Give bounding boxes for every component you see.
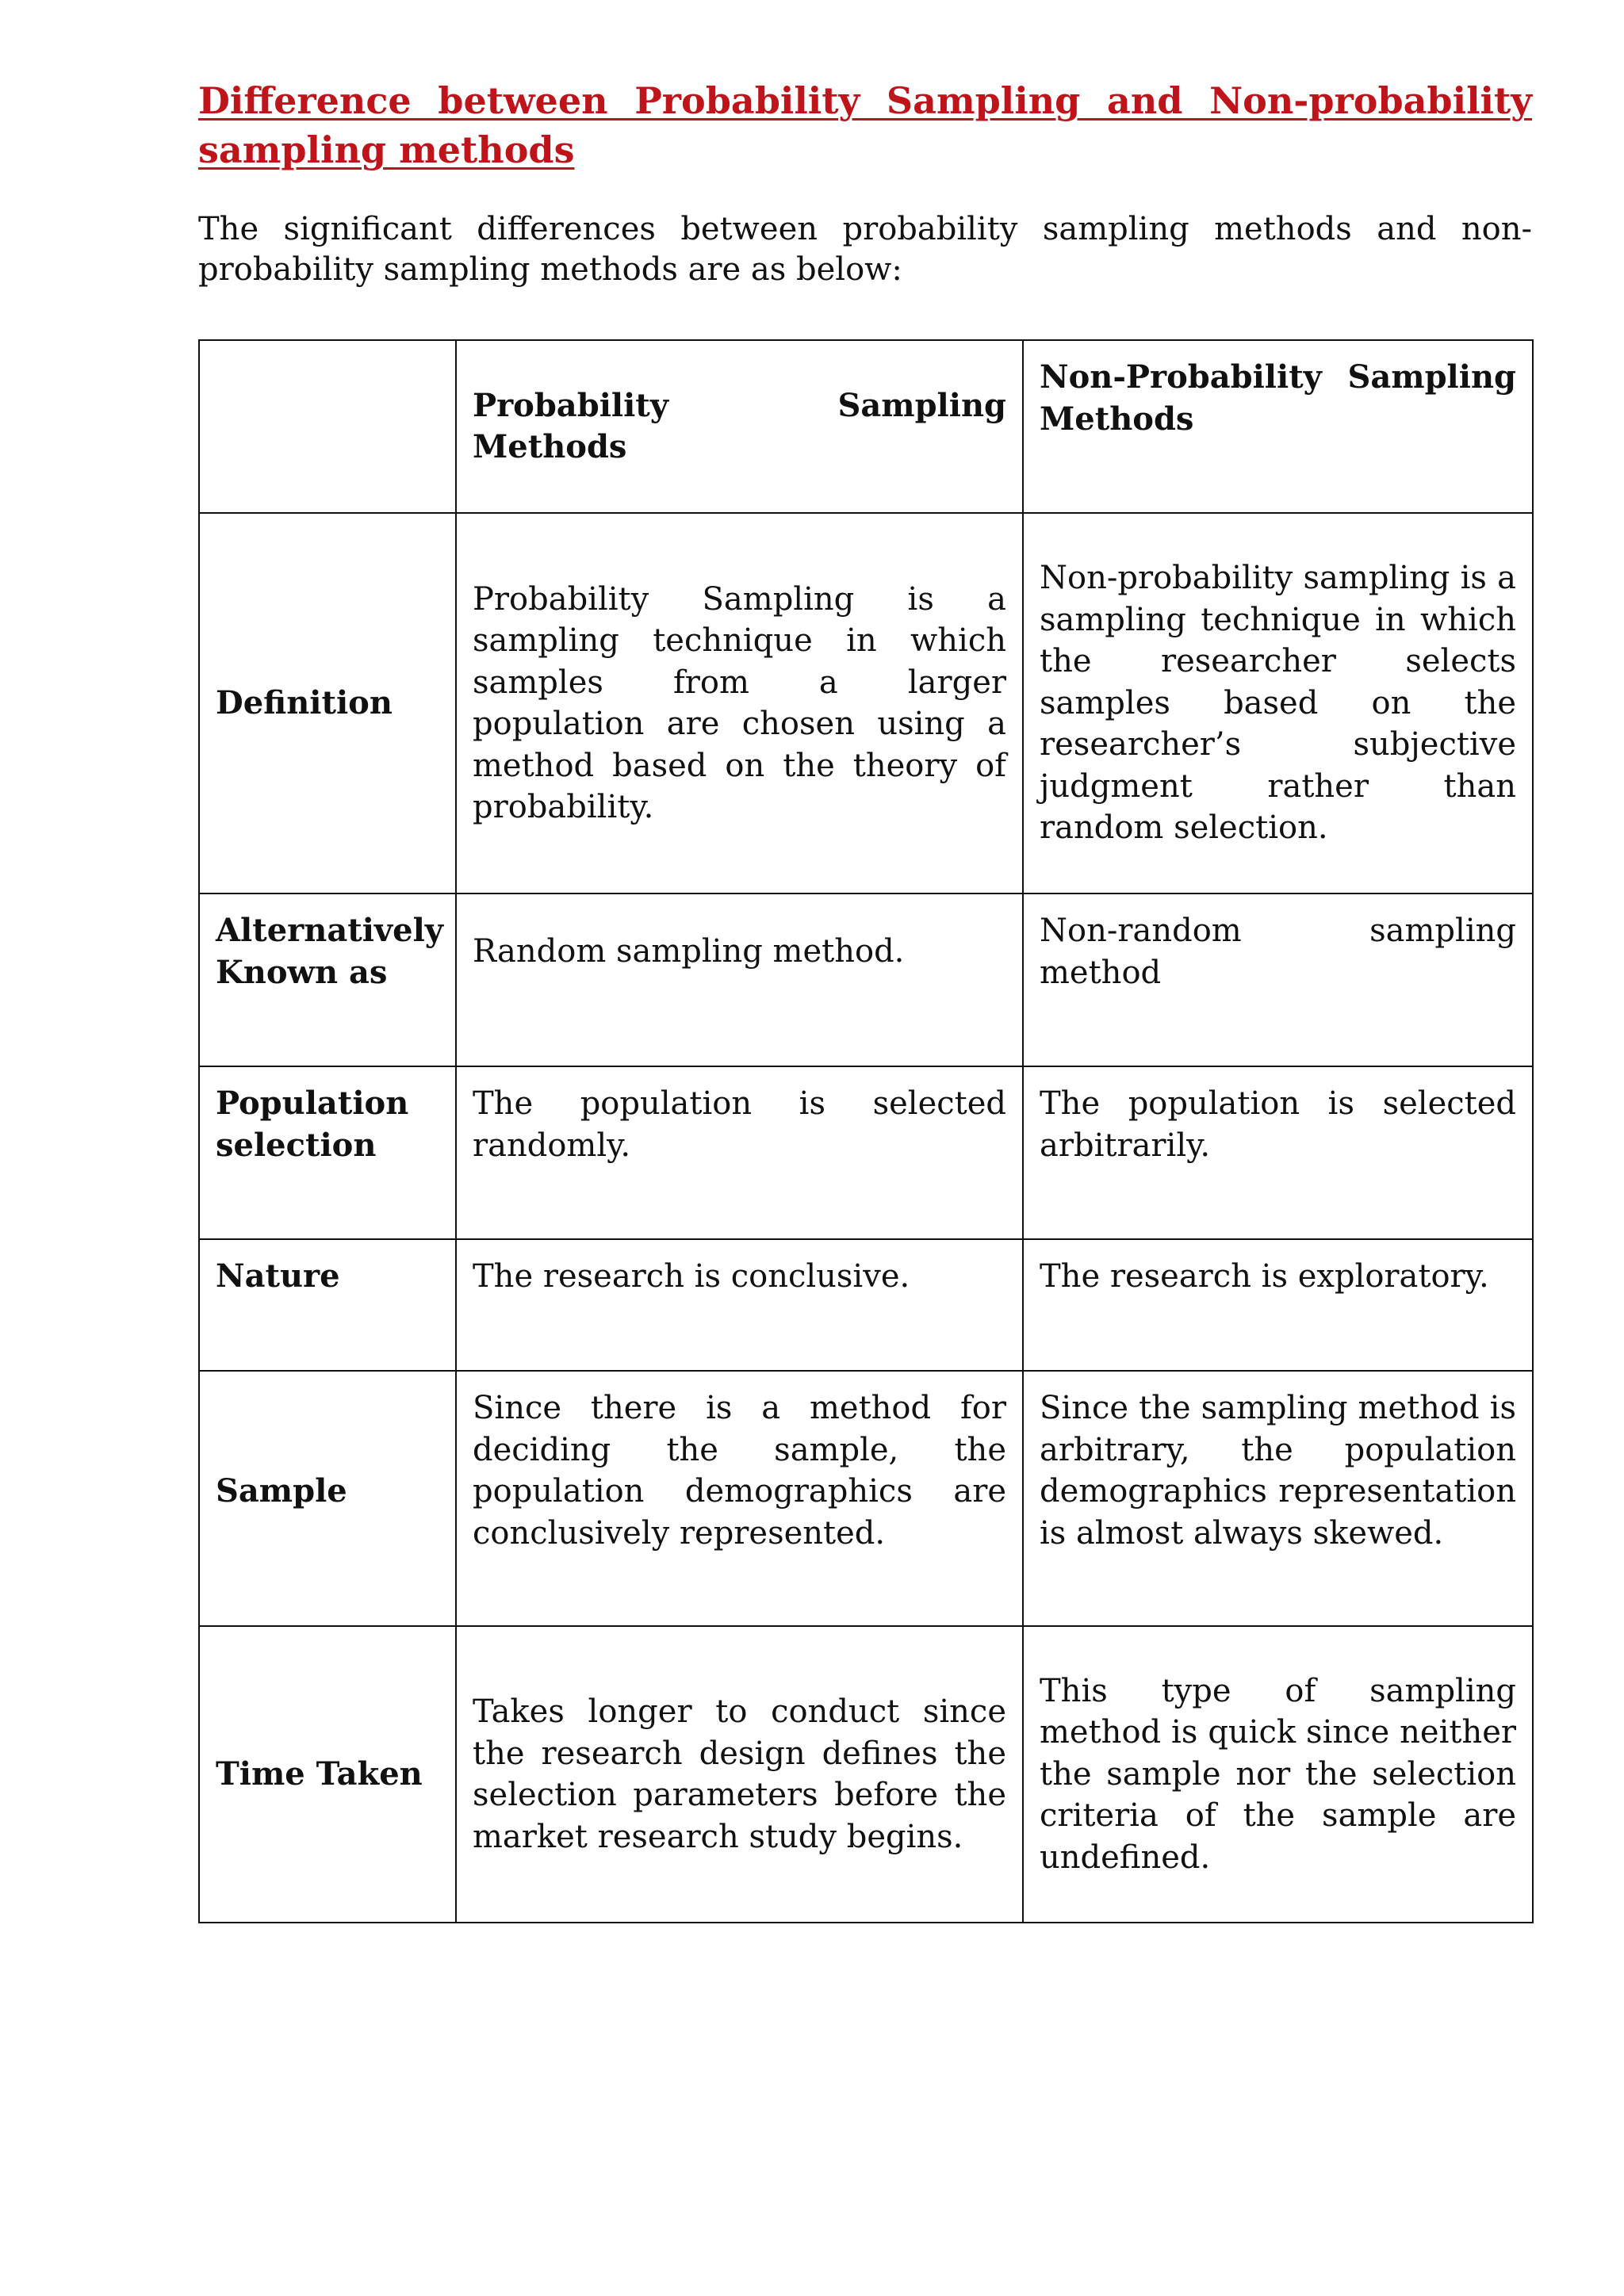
cell-probability-definition: Probability Sampling is a sampling technique in which samples from a larger population are chosen using a method based on the theory of probability. bbox=[456, 513, 1023, 894]
cell-non-probability-alt-name: Non-random sampling method bbox=[1023, 894, 1533, 1066]
cell-probability-alt-name: Random sampling method. bbox=[456, 894, 1023, 1066]
comparison-table bbox=[198, 339, 1534, 1923]
cell-probability-time-taken: Takes longer to conduct since the research design defines the selection parameters before the market research study begins. bbox=[456, 1626, 1023, 1923]
header-cell-blank bbox=[199, 340, 456, 513]
table-header-row bbox=[199, 340, 1533, 513]
document-page bbox=[198, 76, 1532, 1876]
table-row bbox=[199, 1626, 1533, 1923]
table-row bbox=[199, 1371, 1533, 1626]
row-label-alternatively-known-as: Alternatively Known as bbox=[199, 894, 456, 1066]
row-label-population-selection: Population selection bbox=[199, 1066, 456, 1239]
cell-probability-sample: Since there is a method for deciding the sample, the population demographics are conclusively represented. bbox=[456, 1371, 1023, 1626]
row-label-definition: Definition bbox=[199, 513, 456, 894]
row-label-sample: Sample bbox=[199, 1371, 456, 1626]
row-label-nature: Nature bbox=[199, 1239, 456, 1371]
row-label-time-taken: Time Taken bbox=[199, 1626, 456, 1923]
cell-non-probability-population-selection: The population is selected arbitrarily. bbox=[1023, 1066, 1533, 1239]
table-row bbox=[199, 513, 1533, 894]
table-row bbox=[199, 1239, 1533, 1371]
cell-non-probability-sample: Since the sampling method is arbitrary, the population demographics representation is almost always skewed. bbox=[1023, 1371, 1533, 1626]
header-cell-probability: Probability Sampling Methods bbox=[456, 340, 1023, 513]
table-row bbox=[199, 1066, 1533, 1239]
document-title: Difference between Probability Sampling and Non-probability sampling methods bbox=[198, 79, 1532, 171]
table-row bbox=[199, 894, 1533, 1066]
header-cell-non-probability: Non-Probability Sampling Methods bbox=[1023, 340, 1533, 513]
cell-probability-nature: The research is conclusive. bbox=[456, 1239, 1023, 1371]
cell-non-probability-time-taken: This type of sampling method is quick since neither the sample nor the selection criteria of the sample are undefined. bbox=[1023, 1626, 1533, 1923]
cell-probability-population-selection: The population is selected randomly. bbox=[456, 1066, 1023, 1239]
cell-non-probability-nature: The research is exploratory. bbox=[1023, 1239, 1533, 1371]
cell-non-probability-definition: Non-probability sampling is a sampling technique in which the researcher selects samples based on the researcher’s subjective judgment rather than random selection. bbox=[1023, 513, 1533, 894]
intro-paragraph: The significant differences between probability sampling methods and non-probability sampling methods are as below: bbox=[198, 211, 1532, 288]
